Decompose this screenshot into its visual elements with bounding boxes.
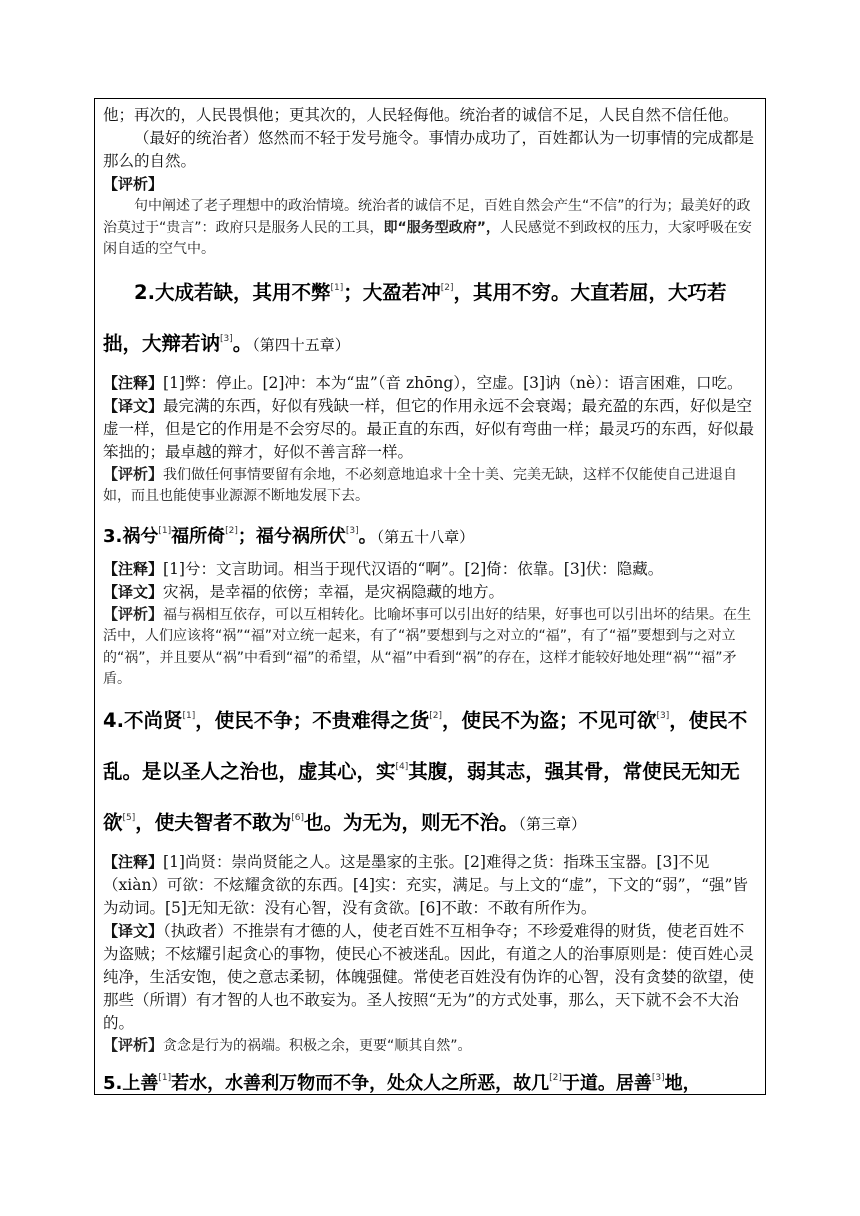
- chapter-ref: （第五十八章）: [376, 527, 475, 546]
- heading-text: 于道。居善: [561, 1073, 652, 1094]
- label-yiwen: 【译文】: [103, 921, 164, 940]
- s2-yiwen: [103, 395, 758, 464]
- footnote-marker: [3]: [656, 710, 670, 721]
- heading-text: 5.上善: [103, 1073, 159, 1094]
- pingxi-text-a: 句中阐述了老子理想中的政治情境。统治者的诚信不足，百姓自然会产生“不信”的行为；最美好的政治莫过于“贵言”：政府只是服务人民的工具，: [103, 198, 751, 236]
- s3-yiwen: [103, 581, 758, 604]
- label-zhushi: 【注释】: [103, 373, 164, 392]
- heading-text: ，使民不乱。是以圣人之治也，虚其心，实: [103, 708, 748, 783]
- label-pingxi: 【评析】: [103, 1035, 164, 1054]
- label-pingxi: 【评析】: [103, 464, 164, 483]
- section-2-heading: [103, 265, 758, 368]
- section-4-heading: [103, 693, 758, 847]
- footnote-marker: [5]: [122, 812, 136, 823]
- footnote-marker: [1]: [330, 282, 344, 293]
- heading-text: 。: [232, 331, 253, 355]
- s2-pingxi: [103, 464, 758, 508]
- chapter-ref: （第四十五章）: [252, 335, 350, 354]
- heading-text: ，使民不争；不贵难得之货: [195, 708, 430, 732]
- heading-text: 其腹，弱其志，强其骨，常使民无知无欲: [103, 759, 740, 834]
- pingxi-text: 福与祸相互依存，可以互相转化。比喻坏事可以引出好的结果，好事也可以引出坏的结果。在生活中，人们应该将“祸”“福”对立统一起来，有了“祸”要想到与之对立的“福”，有了“福”要想到与之对立的“祸”，并且要从“祸”中看到“福”的希望，从“福”中看到“祸”的存在，这样才能较好地处理“祸”“福”矛盾。: [103, 606, 752, 687]
- paragraph-top-2: （最好的统治者）悠然而不轻于发号施令。事情办成功了，百姓都认为一切事情的完成都是那么的自然。: [103, 129, 755, 170]
- pingxi-text: 贪念是行为的祸端。积极之余，更要“顺其自然”。: [163, 1037, 472, 1054]
- footnote-marker: [1]: [158, 1073, 172, 1083]
- footnote-marker: [4]: [395, 761, 409, 772]
- pingxi-top: [103, 196, 758, 261]
- s4-zhushi: [103, 851, 758, 920]
- heading-text: ，其用不穷。大直若屈，大巧若拙，大辩若讷: [103, 280, 727, 355]
- heading-text: 2.大成若缺，其用不弊: [134, 280, 331, 304]
- heading-text: 3.祸兮: [103, 525, 159, 547]
- label-text: 【评析】: [103, 175, 164, 193]
- heading-text: 福所倚: [171, 525, 226, 547]
- pingxi-text-bold: 即“服务型政府”，: [383, 219, 500, 236]
- heading-text: 地，: [664, 1073, 701, 1094]
- yiwen-text: 最完满的东西，好似有残缺一样，但它的作用永远不会衰竭；最充盈的东西，好似是空虚一样，但是它的作用是不会穷尽的。最正直的东西，好似有弯曲一样；最灵巧的东西，好似最笨拙的；最卓越的辩才，好似不善言辞一样。: [103, 396, 755, 461]
- label-yiwen: 【译文】: [103, 582, 164, 601]
- heading-text: ；福兮祸所伏: [237, 525, 346, 547]
- heading-text: 若水，水善利万物而不争，处众人之所恶，故几: [171, 1073, 550, 1094]
- section-5-heading: [103, 1061, 758, 1101]
- paragraph-top-1: 他；再次的，人民畏惧他；更其次的，人民轻侮他。统治者的诚信不足，人民自然不信任他。: [103, 106, 739, 124]
- label-pingxi: 【评析】: [103, 604, 164, 623]
- footnote-marker: [2]: [225, 525, 238, 536]
- s4-pingxi: [103, 1035, 758, 1058]
- document-body: [103, 104, 758, 1101]
- zhushi-text: [1]弊：停止。[2]冲：本为“盅”（音 zhōng），空虚。[3]讷（nè）：语言困难，口吃。: [163, 373, 743, 392]
- heading-text: 也。为无为，则无不治。: [304, 810, 519, 834]
- heading-text: 。: [358, 525, 377, 547]
- s4-yiwen: [103, 920, 758, 1035]
- footnote-marker: [1]: [158, 525, 172, 536]
- yiwen-text: 灾祸，是幸福的依傍；幸福，是灾祸隐藏的地方。: [163, 582, 505, 601]
- heading-text: ，使夫智者不敢为: [135, 810, 292, 834]
- label-zhushi: 【注释】: [103, 852, 164, 871]
- pingxi-text: 我们做任何事情要留有余地，不必刻意地追求十全十美、完美无缺，这样不仅能使自己进退自如，而且也能使事业源源不断地发展下去。: [103, 466, 738, 504]
- section-3-heading: [103, 514, 758, 554]
- chapter-ref: （第三章）: [518, 814, 587, 833]
- label-zhushi: 【注释】: [103, 559, 164, 578]
- footnote-marker: [2]: [440, 282, 454, 293]
- zhushi-text: [1]尚贤：崇尚贤能之人。这是墨家的主张。[2]难得之货：指珠玉宝器。[3]不见（xiàn）可欲：不炫耀贪欲的东西。[4]实：充实，满足。与上文的“虚”，下文的“弱”，“强”皆为动词。[5]无知无欲：没有心智，没有贪欲。[6]不敢：不敢有所作为。: [103, 852, 748, 917]
- footnote-marker: [3]: [345, 525, 359, 536]
- s3-zhushi: [103, 558, 758, 581]
- footnote-marker: [3]: [220, 333, 233, 344]
- footnote-marker: [3]: [651, 1073, 665, 1083]
- footnote-marker: [2]: [429, 710, 442, 721]
- zhushi-text: [1]兮：文言助词。相当于现代汉语的“啊”。[2]倚：依靠。[3]伏：隐藏。: [163, 559, 664, 578]
- footnote-marker: [6]: [291, 812, 305, 823]
- pingxi-text-b: 人民感觉不到政权的压力，大家呼吸在安闲自适的空气中。: [103, 219, 752, 257]
- label-pingxi: [103, 173, 758, 196]
- footnote-marker: [2]: [549, 1073, 562, 1083]
- heading-text: 4.不尚贤: [103, 708, 183, 732]
- label-yiwen: 【译文】: [103, 396, 164, 415]
- footnote-marker: [1]: [182, 710, 196, 721]
- heading-text: ，使民不为盗；不见可欲: [442, 708, 657, 732]
- heading-text: ；大盈若冲: [343, 280, 441, 304]
- s3-pingxi: [103, 604, 758, 691]
- yiwen-text: （执政者）不推崇有才德的人，使老百姓不互相争夺；不珍爱难得的财货，使老百姓不为盗贼；不炫耀引起贪心的事物，使民心不被迷乱。因此，有道之人的治事原则是：使百姓心灵纯净，生活安饱，使之意志柔韧，体魄强健。常使老百姓没有伪诈的心智，没有贪婪的欲望，使那些（所谓）有才智的人也不敢妄为。圣人按照“无为”的方式处事，那么，天下就不会不大治的。: [103, 921, 755, 1032]
- s2-zhushi: [103, 372, 758, 395]
